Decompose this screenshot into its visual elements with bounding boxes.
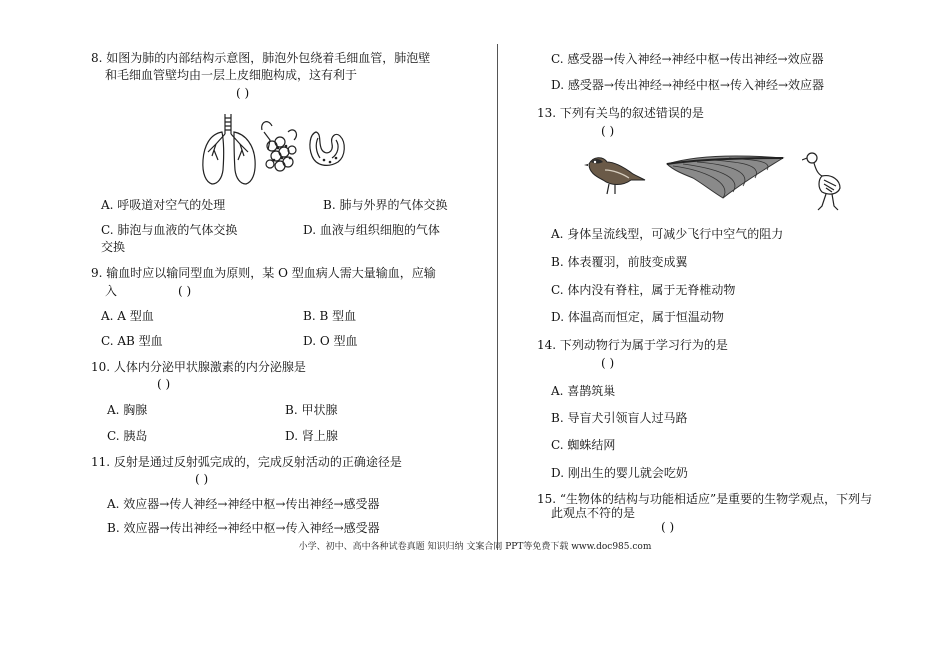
q13-answer-paren: ( ) — [601, 124, 615, 138]
q8-option-c: C. 肺泡与血液的气体交换 — [101, 223, 238, 237]
q13-stem: 13. 下列有关鸟的叙述错误的是 — [537, 106, 704, 120]
q11-option-b: B. 效应器→传出神经→神经中枢→传入神经→感受器 — [107, 521, 380, 535]
q15-answer-paren: ( ) — [661, 520, 675, 534]
q15-stem-line2: 此观点不符的是 — [551, 506, 636, 520]
q11-option-d: D. 感受器→传出神经→神经中枢→传入神经→效应器 — [551, 78, 825, 92]
q8-option-d-cont: 交换 — [101, 240, 126, 254]
q14-option-a: A. 喜鹊筑巢 — [551, 384, 616, 398]
q15-stem-line1: 15. “生物体的结构与功能相适应”是重要的生物学观点，下列与 — [537, 492, 873, 506]
q9-option-c: C. AB 型血 — [101, 334, 163, 348]
bird-skeleton-figure — [802, 150, 846, 214]
q10-answer-paren: ( ) — [157, 377, 171, 391]
q14-option-c: C. 蜘蛛结网 — [551, 438, 616, 452]
column-divider — [497, 44, 498, 550]
bird-figure — [583, 150, 647, 196]
q8-answer-paren: ( ) — [236, 86, 250, 100]
q9-option-b: B. B 型血 — [303, 309, 357, 323]
q14-stem: 14. 下列动物行为属于学习行为的是 — [537, 338, 728, 352]
q8-option-d: D. 血液与组织细胞的气体 — [303, 223, 440, 237]
q14-option-b: B. 导盲犬引领盲人过马路 — [551, 411, 688, 425]
q13-option-b: B. 体表覆羽，前肢变成翼 — [551, 255, 688, 269]
q9-answer-paren: ( ) — [178, 284, 192, 298]
q13-option-c: C. 体内没有脊柱，属于无脊椎动物 — [551, 283, 736, 297]
q9-option-a: A. A 型血 — [101, 309, 154, 323]
q13-option-a: A. 身体呈流线型，可减少飞行中空气的阻力 — [551, 227, 784, 241]
q10-option-a: A. 胸腺 — [107, 403, 148, 417]
q13-option-d: D. 体温高而恒定，属于恒温动物 — [551, 310, 724, 324]
q9-stem-line2: 入 — [105, 284, 118, 298]
q9-stem-line1: 9. 输血时应以输同型血为原则，某 O 型血病人需大量输血，应输 — [91, 266, 436, 280]
q10-option-c: C. 胰岛 — [107, 429, 148, 443]
page-footer: 小学、初中、高中各种试卷真题 知识归纳 文案合同 PPT等免费下载 www.doc985.com — [298, 542, 652, 552]
wing-figure — [663, 152, 787, 204]
q11-answer-paren: ( ) — [195, 472, 209, 486]
q11-option-c: C. 感受器→传入神经→神经中枢→传出神经→效应器 — [551, 52, 824, 66]
q11-stem: 11. 反射是通过反射弧完成的，完成反射活动的正确途径是 — [91, 455, 402, 469]
q8-option-a: A. 呼吸道对空气的处理 — [101, 198, 226, 212]
q10-option-d: D. 肾上腺 — [285, 429, 338, 443]
q10-stem: 10. 人体内分泌甲状腺激素的内分泌腺是 — [91, 360, 306, 374]
q11-option-a: A. 效应器→传人神经→神经中枢→传出神经→感受器 — [107, 497, 380, 511]
lung-structure-figure — [198, 112, 350, 190]
q10-option-b: B. 甲状腺 — [285, 403, 338, 417]
q8-stem-line2: 和毛细血管壁均由一层上皮细胞构成，这有利于 — [105, 68, 358, 82]
q8-option-b: B. 肺与外界的气体交换 — [323, 198, 448, 212]
q9-option-d: D. O 型血 — [303, 334, 358, 348]
q8-stem-line1: 8. 如图为肺的内部结构示意图，肺泡外包绕着毛细血管，肺泡壁 — [91, 51, 431, 65]
q14-answer-paren: ( ) — [601, 356, 615, 370]
q14-option-d: D. 刚出生的婴儿就会吃奶 — [551, 466, 688, 480]
